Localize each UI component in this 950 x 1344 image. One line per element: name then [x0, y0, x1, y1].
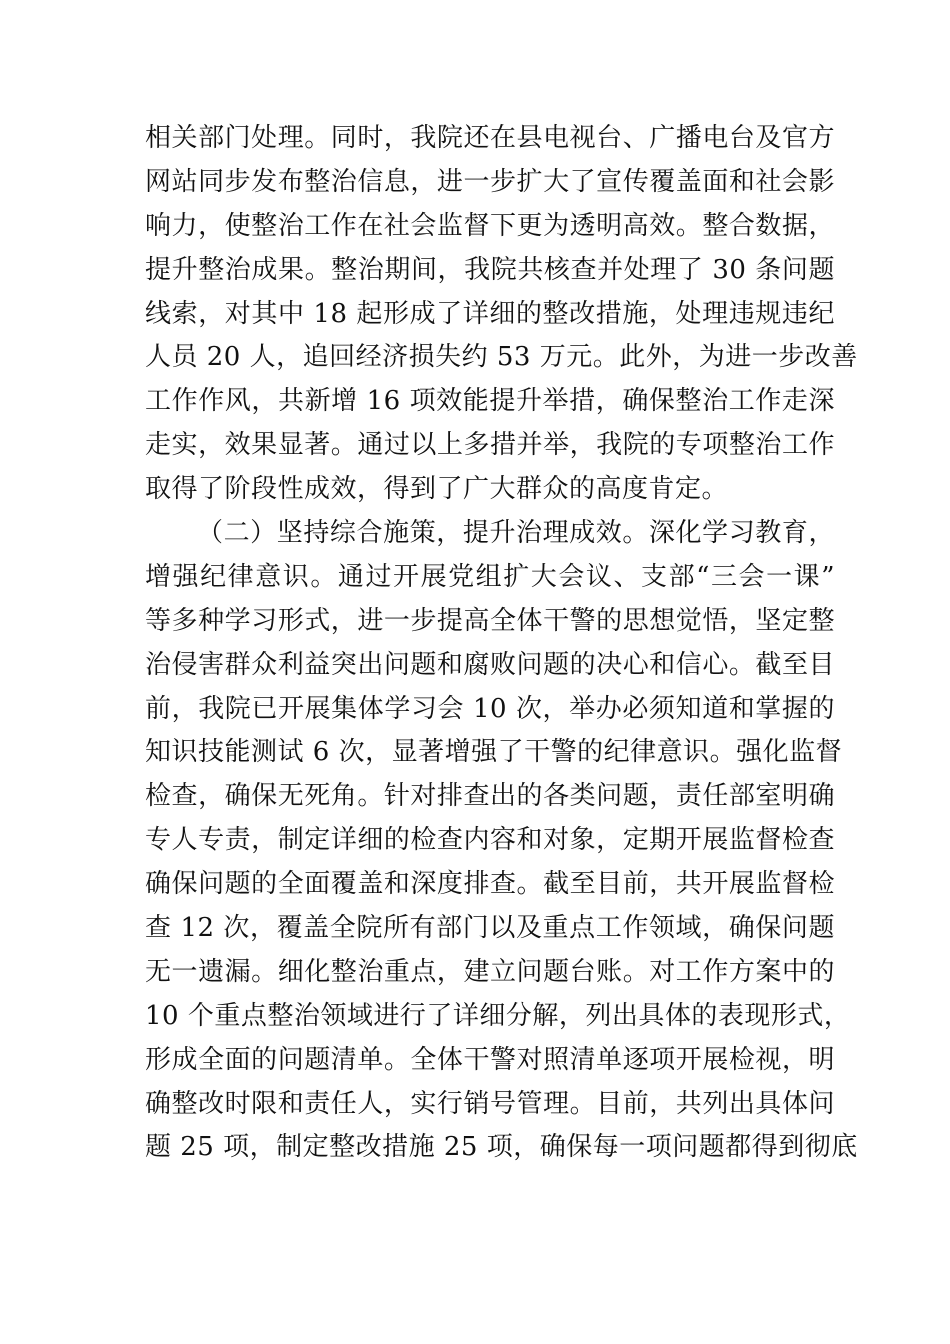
text-line: 治侵害群众利益突出问题和腐败问题的决心和信心。截至目: [145, 649, 835, 680]
text-line: 知识技能测试 6 次，显著增强了干警的纪律意识。强化监督: [145, 737, 843, 768]
text-line: 相关部门处理。同时，我院还在县电视台、广播电台及官方: [145, 123, 835, 153]
text-line: 检查，确保无死角。针对排查出的各类问题，责任部室明确: [145, 781, 835, 812]
section-heading-line: （二）坚持综合施策，提升治理成效。深化学习教育，: [197, 518, 835, 549]
paragraph-end-line: 取得了阶段性成效，得到了广大群众的高度肯定。: [145, 474, 729, 505]
text-line: 形成全面的问题清单。全体干警对照清单逐项开展检视，明: [145, 1044, 835, 1075]
text-line: 人员 20 人，追回经济损失约 53 万元。此外，为进一步改善: [145, 342, 858, 373]
text-line: 增强纪律意识。通过开展党组扩大会议、支部“三会一课”: [145, 561, 835, 592]
text-line: 线索，对其中 18 起形成了详细的整改措施，处理违规违纪: [145, 298, 835, 329]
text-line: 网站同步发布整治信息，进一步扩大了宣传覆盖面和社会影: [145, 166, 835, 197]
text-line: 提升整治成果。整治期间，我院共核查并处理了 30 条问题: [145, 254, 835, 285]
text-line: 确保问题的全面覆盖和深度排查。截至目前，共开展监督检: [145, 869, 835, 900]
text-line: 前，我院已开展集体学习会 10 次，举办必须知道和掌握的: [145, 693, 835, 724]
text-line: 响力，使整治工作在社会监督下更为透明高效。整合数据，: [145, 210, 835, 241]
text-line: 确整改时限和责任人，实行销号管理。目前，共列出具体问: [145, 1088, 835, 1119]
text-line: 等多种学习形式，进一步提高全体干警的思想觉悟，坚定整: [145, 605, 835, 636]
text-line: 工作作风，共新增 16 项效能提升举措，确保整治工作走深: [145, 386, 835, 417]
text-line: 10 个重点整治领域进行了详细分解，列出具体的表现形式，: [145, 1000, 851, 1031]
text-line: 专人专责，制定详细的检查内容和对象，定期开展监督检查: [145, 825, 835, 856]
body-text: [145, 117, 858, 1170]
text-line: 走实，效果显著。通过以上多措并举，我院的专项整治工作: [145, 430, 835, 461]
text-line: 无一遗漏。细化整治重点，建立问题台账。对工作方案中的: [145, 956, 835, 987]
text-line: 查 12 次，覆盖全院所有部门以及重点工作领域，确保问题: [145, 913, 835, 944]
text-line: 题 25 项，制定整改措施 25 项，确保每一项问题都得到彻底: [145, 1132, 858, 1163]
